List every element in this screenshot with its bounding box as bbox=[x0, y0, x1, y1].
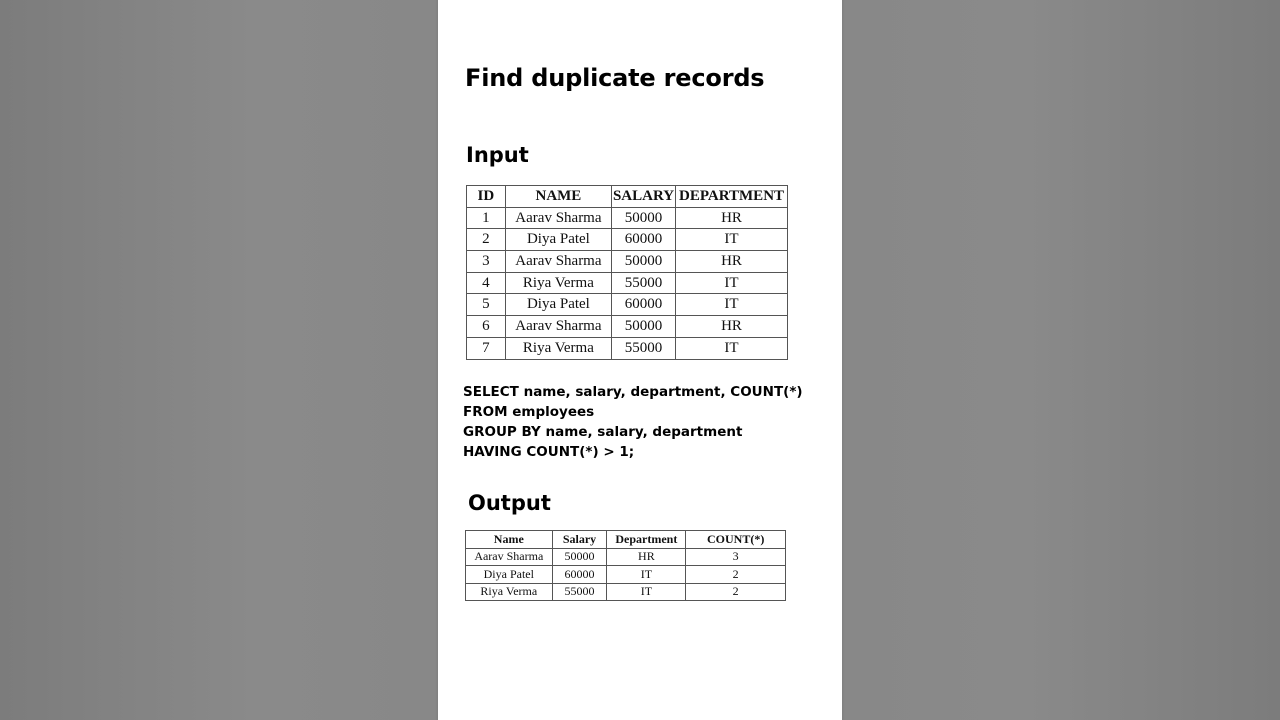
input-col-salary: SALARY bbox=[612, 186, 676, 208]
output-cell-name: Riya Verma bbox=[466, 583, 553, 601]
table-row bbox=[467, 337, 788, 359]
input-cell-department: IT bbox=[676, 294, 788, 316]
input-col-name: NAME bbox=[505, 186, 611, 208]
input-cell-salary: 60000 bbox=[612, 294, 676, 316]
input-cell-id: 3 bbox=[467, 251, 506, 273]
sql-line-from: FROM employees bbox=[463, 404, 595, 420]
output-cell-salary: 50000 bbox=[552, 548, 607, 566]
table-row bbox=[467, 272, 788, 294]
input-cell-id: 5 bbox=[467, 294, 506, 316]
input-cell-department: IT bbox=[676, 229, 788, 251]
page-title: Find duplicate records bbox=[465, 64, 765, 92]
table-row bbox=[467, 251, 788, 273]
input-cell-salary: 55000 bbox=[612, 337, 676, 359]
sql-query bbox=[463, 382, 803, 462]
output-cell-department: IT bbox=[607, 583, 686, 601]
input-col-department: DEPARTMENT bbox=[676, 186, 788, 208]
input-cell-salary: 50000 bbox=[612, 207, 676, 229]
output-cell-name: Diya Patel bbox=[466, 566, 553, 584]
output-cell-name: Aarav Sharma bbox=[466, 548, 553, 566]
output-col-name: Name bbox=[466, 531, 553, 549]
input-cell-name: Riya Verma bbox=[505, 272, 611, 294]
output-col-count: COUNT(*) bbox=[686, 531, 786, 549]
output-cell-salary: 60000 bbox=[552, 566, 607, 584]
output-cell-salary: 55000 bbox=[552, 583, 607, 601]
input-cell-id: 1 bbox=[467, 207, 506, 229]
table-row bbox=[467, 316, 788, 338]
input-cell-salary: 55000 bbox=[612, 272, 676, 294]
input-cell-salary: 60000 bbox=[612, 229, 676, 251]
input-col-id: ID bbox=[467, 186, 506, 208]
input-cell-id: 7 bbox=[467, 337, 506, 359]
output-heading: Output bbox=[468, 491, 551, 515]
input-cell-id: 6 bbox=[467, 316, 506, 338]
input-heading: Input bbox=[466, 143, 529, 167]
output-cell-count: 2 bbox=[686, 566, 786, 584]
output-table bbox=[465, 530, 786, 601]
input-cell-department: HR bbox=[676, 207, 788, 229]
content-card bbox=[438, 0, 842, 720]
output-cell-count: 2 bbox=[686, 583, 786, 601]
input-cell-name: Diya Patel bbox=[505, 229, 611, 251]
input-cell-name: Riya Verma bbox=[505, 337, 611, 359]
sql-line-select: SELECT name, salary, department, COUNT(*) bbox=[463, 384, 803, 400]
input-table bbox=[466, 185, 788, 360]
table-row bbox=[467, 229, 788, 251]
input-cell-department: IT bbox=[676, 337, 788, 359]
input-table-header-row bbox=[467, 186, 788, 208]
input-cell-id: 2 bbox=[467, 229, 506, 251]
sql-line-having: HAVING COUNT(*) > 1; bbox=[463, 444, 635, 460]
output-col-salary: Salary bbox=[552, 531, 607, 549]
output-table-header-row bbox=[466, 531, 786, 549]
sql-line-group-by: GROUP BY name, salary, department bbox=[463, 424, 743, 440]
output-cell-count: 3 bbox=[686, 548, 786, 566]
table-row bbox=[467, 207, 788, 229]
input-cell-salary: 50000 bbox=[612, 316, 676, 338]
output-col-department: Department bbox=[607, 531, 686, 549]
output-cell-department: IT bbox=[607, 566, 686, 584]
output-cell-department: HR bbox=[607, 548, 686, 566]
table-row bbox=[466, 566, 786, 584]
input-cell-department: HR bbox=[676, 251, 788, 273]
table-row bbox=[467, 294, 788, 316]
input-cell-department: IT bbox=[676, 272, 788, 294]
table-row bbox=[466, 583, 786, 601]
input-cell-name: Diya Patel bbox=[505, 294, 611, 316]
input-cell-department: HR bbox=[676, 316, 788, 338]
input-cell-id: 4 bbox=[467, 272, 506, 294]
input-cell-name: Aarav Sharma bbox=[505, 207, 611, 229]
table-row bbox=[466, 548, 786, 566]
input-cell-name: Aarav Sharma bbox=[505, 316, 611, 338]
input-cell-salary: 50000 bbox=[612, 251, 676, 273]
input-cell-name: Aarav Sharma bbox=[505, 251, 611, 273]
